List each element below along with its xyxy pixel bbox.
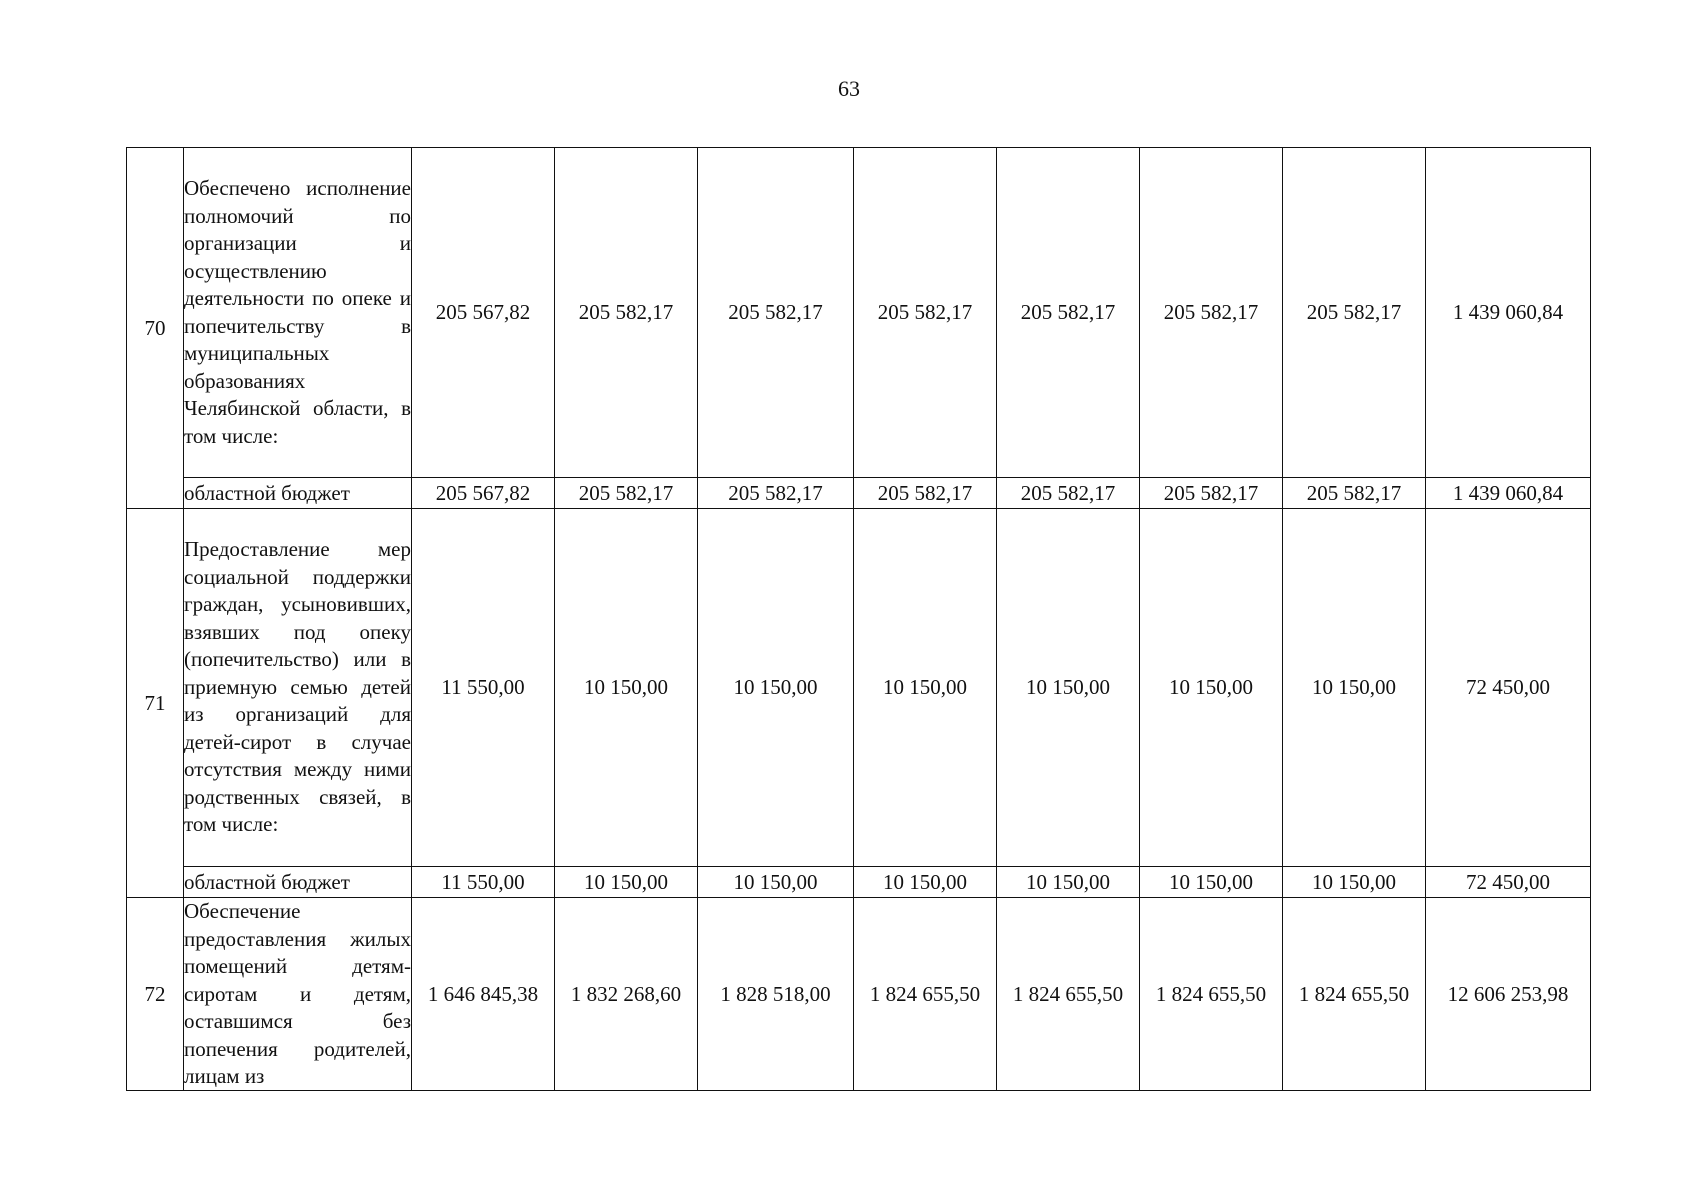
value-cell: 205 582,17 bbox=[1140, 478, 1283, 509]
row-description: Предоставление мер социальной поддержки граждан, усыновивших, взявших под опеку (попечительство) или в приемную семью детей из организаций для детей-сирот в случае отсутствия между ними родственных связей, в том числе: bbox=[184, 509, 412, 867]
value-cell: 10 150,00 bbox=[1140, 509, 1283, 867]
page-number: 63 bbox=[838, 76, 860, 101]
total-cell: 72 450,00 bbox=[1426, 509, 1591, 867]
value-cell: 205 567,82 bbox=[412, 478, 555, 509]
value-cell: 1 824 655,50 bbox=[997, 898, 1140, 1091]
table-row bbox=[127, 867, 1591, 898]
value-cell: 1 824 655,50 bbox=[1283, 898, 1426, 1091]
value-cell: 1 824 655,50 bbox=[854, 898, 997, 1091]
value-cell: 10 150,00 bbox=[854, 509, 997, 867]
value-cell: 10 150,00 bbox=[1140, 867, 1283, 898]
value-cell: 205 582,17 bbox=[1283, 148, 1426, 478]
value-cell: 10 150,00 bbox=[698, 867, 854, 898]
value-cell: 1 646 845,38 bbox=[412, 898, 555, 1091]
value-cell: 205 582,17 bbox=[997, 148, 1140, 478]
budget-source-label: областной бюджет bbox=[184, 867, 412, 898]
value-cell: 10 150,00 bbox=[555, 509, 698, 867]
value-cell: 1 832 268,60 bbox=[555, 898, 698, 1091]
value-cell: 205 582,17 bbox=[555, 478, 698, 509]
value-cell: 10 150,00 bbox=[555, 867, 698, 898]
table-row bbox=[127, 148, 1591, 478]
value-cell: 10 150,00 bbox=[1283, 867, 1426, 898]
table-row bbox=[127, 478, 1591, 509]
value-cell: 205 582,17 bbox=[555, 148, 698, 478]
total-cell: 12 606 253,98 bbox=[1426, 898, 1591, 1091]
value-cell: 205 582,17 bbox=[854, 148, 997, 478]
total-cell: 72 450,00 bbox=[1426, 867, 1591, 898]
value-cell: 1 828 518,00 bbox=[698, 898, 854, 1091]
value-cell: 205 582,17 bbox=[854, 478, 997, 509]
value-cell: 205 567,82 bbox=[412, 148, 555, 478]
row-description: Обеспечено исполнение полномочий по организации и осуществлению деятельности по опеке и попечительству в муниципальных образованиях Челябинской области, в том числе: bbox=[184, 148, 412, 478]
value-cell: 10 150,00 bbox=[997, 867, 1140, 898]
value-cell: 205 582,17 bbox=[1283, 478, 1426, 509]
value-cell: 205 582,17 bbox=[698, 478, 854, 509]
row-description-cell bbox=[184, 898, 412, 1091]
value-cell: 205 582,17 bbox=[698, 148, 854, 478]
value-cell: 10 150,00 bbox=[854, 867, 997, 898]
total-cell: 1 439 060,84 bbox=[1426, 478, 1591, 509]
row-number: 71 bbox=[127, 509, 184, 898]
value-cell: 10 150,00 bbox=[698, 509, 854, 867]
budget-table bbox=[126, 147, 1591, 1091]
value-cell: 1 824 655,50 bbox=[1140, 898, 1283, 1091]
value-cell: 10 150,00 bbox=[1283, 509, 1426, 867]
value-cell: 11 550,00 bbox=[412, 867, 555, 898]
row-description: Обеспечение предоставления жилых помещений детям-сиротам и детям, оставшимся без попечения родителей, лицам из bbox=[184, 899, 411, 1088]
value-cell: 205 582,17 bbox=[1140, 148, 1283, 478]
total-cell: 1 439 060,84 bbox=[1426, 148, 1591, 478]
value-cell: 10 150,00 bbox=[997, 509, 1140, 867]
budget-source-label: областной бюджет bbox=[184, 478, 412, 509]
row-number: 70 bbox=[127, 148, 184, 509]
value-cell: 11 550,00 bbox=[412, 509, 555, 867]
value-cell: 205 582,17 bbox=[997, 478, 1140, 509]
row-number: 72 bbox=[127, 898, 184, 1091]
table-row bbox=[127, 898, 1591, 1091]
table-row bbox=[127, 509, 1591, 867]
